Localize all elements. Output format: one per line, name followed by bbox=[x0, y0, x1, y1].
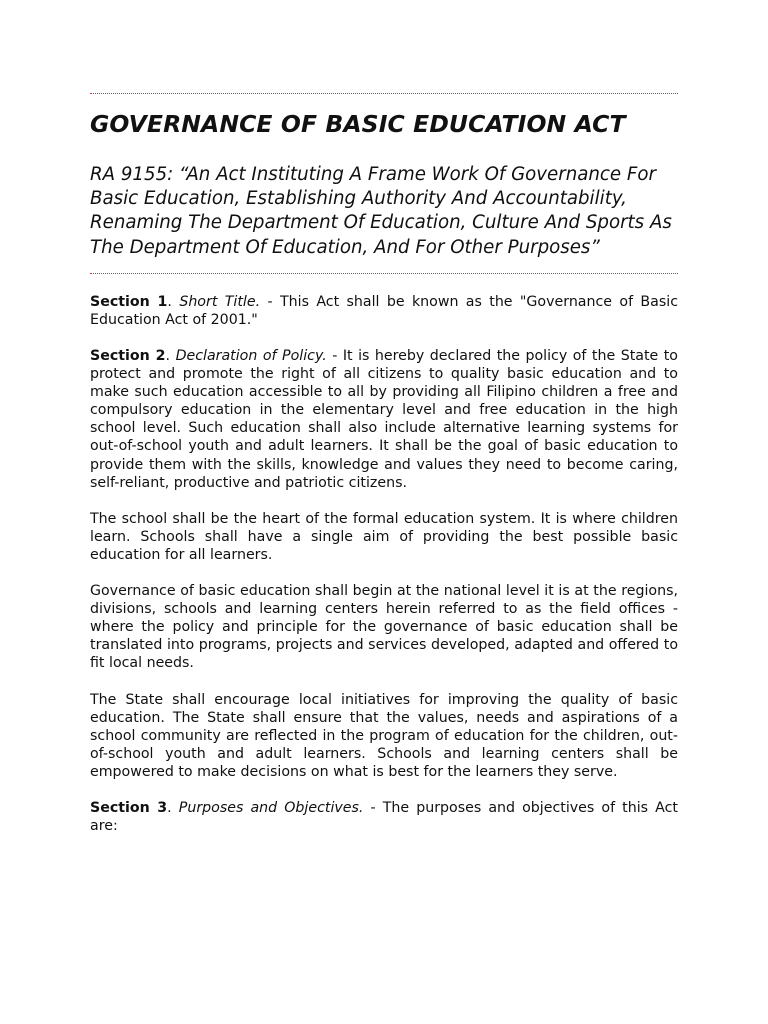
section-3-text: - The purposes and objectives of this Act are: bbox=[90, 799, 678, 835]
document-body bbox=[90, 293, 678, 835]
section-3-name: Purposes and Objectives. bbox=[178, 799, 364, 816]
section-1-paragraph: Section 1. Short Title. - This Act shall be known as the "Governance of Basic Education Act of 2001." bbox=[90, 293, 678, 328]
document-subtitle: RA 9155: “An Act Instituting A Frame Work Of Governance For Basic Education, Establishing Authority And Accountability, Renaming The Department Of Education, Culture And Sports As The Department Of Education, And For Other Purposes” bbox=[90, 164, 672, 258]
section-1-text: - This Act shall be known as the "Governance of Basic Education Act of 2001." bbox=[90, 293, 678, 328]
body-paragraph-local-initiatives: The State shall encourage local initiatives for improving the quality of basic education. The State shall ensure that the values, needs and aspirations of a school community are reflected in the program of education for the children, out-of-school youth and adult learners. Schools and learning centers shall be empowered to make decisions on what is best for the learners they serve. bbox=[90, 691, 678, 780]
body-paragraph-governance: Governance of basic education shall begin at the national level it is at the regions, divisions, schools and learning centers herein referred to as the field offices - where the policy and principle for the governance of basic education shall be translated into programs, projects and services developed, adapted and offered to fit local needs. bbox=[90, 583, 678, 672]
section-3-paragraph: Section 3. Purposes and Objectives. - The purposes and objectives of this Act are: bbox=[90, 799, 678, 835]
middle-divider bbox=[90, 273, 678, 274]
document-page bbox=[90, 0, 678, 835]
section-1-name: Short Title. bbox=[179, 293, 261, 310]
body-paragraph-school-heart: The school shall be the heart of the formal education system. It is where children learn. Schools shall have a single aim of providing the best possible basic education for all learners. bbox=[90, 510, 678, 563]
section-2-text: - It is hereby declared the policy of the State to protect and promote the right of all citizens to quality basic education and to make such education accessible to all by providing all Filipino children a free and compulsory education in the elementary level and free education in the high school level. Such education shall also include alternative learning systems for out-of-school youth and adult learners. It shall be the goal of basic education to provide them with the skills, knowledge and values they need to become caring, self-reliant, productive and patriotic citizens. bbox=[90, 348, 678, 491]
section-3-label: Section 3 bbox=[90, 799, 168, 816]
section-2-label: Section 2 bbox=[90, 348, 166, 364]
top-divider bbox=[90, 93, 678, 94]
document-title: GOVERNANCE OF BASIC EDUCATION ACT bbox=[90, 110, 626, 138]
section-2-name: Declaration of Policy. bbox=[175, 348, 327, 364]
section-2-paragraph: Section 2. Declaration of Policy. - It is hereby declared the policy of the State to protect and promote the right of all citizens to quality basic education and to make such education accessible to all by providing all Filipino children a free and compulsory education in the elementary level and free education in the high school level. Such education shall also include alternative learning systems for out-of-school youth and adult learners. It shall be the goal of basic education to provide them with the skills, knowledge and values they need to become caring, self-reliant, productive and patriotic citizens. bbox=[90, 348, 678, 491]
section-1-label: Section 1 bbox=[90, 293, 168, 310]
